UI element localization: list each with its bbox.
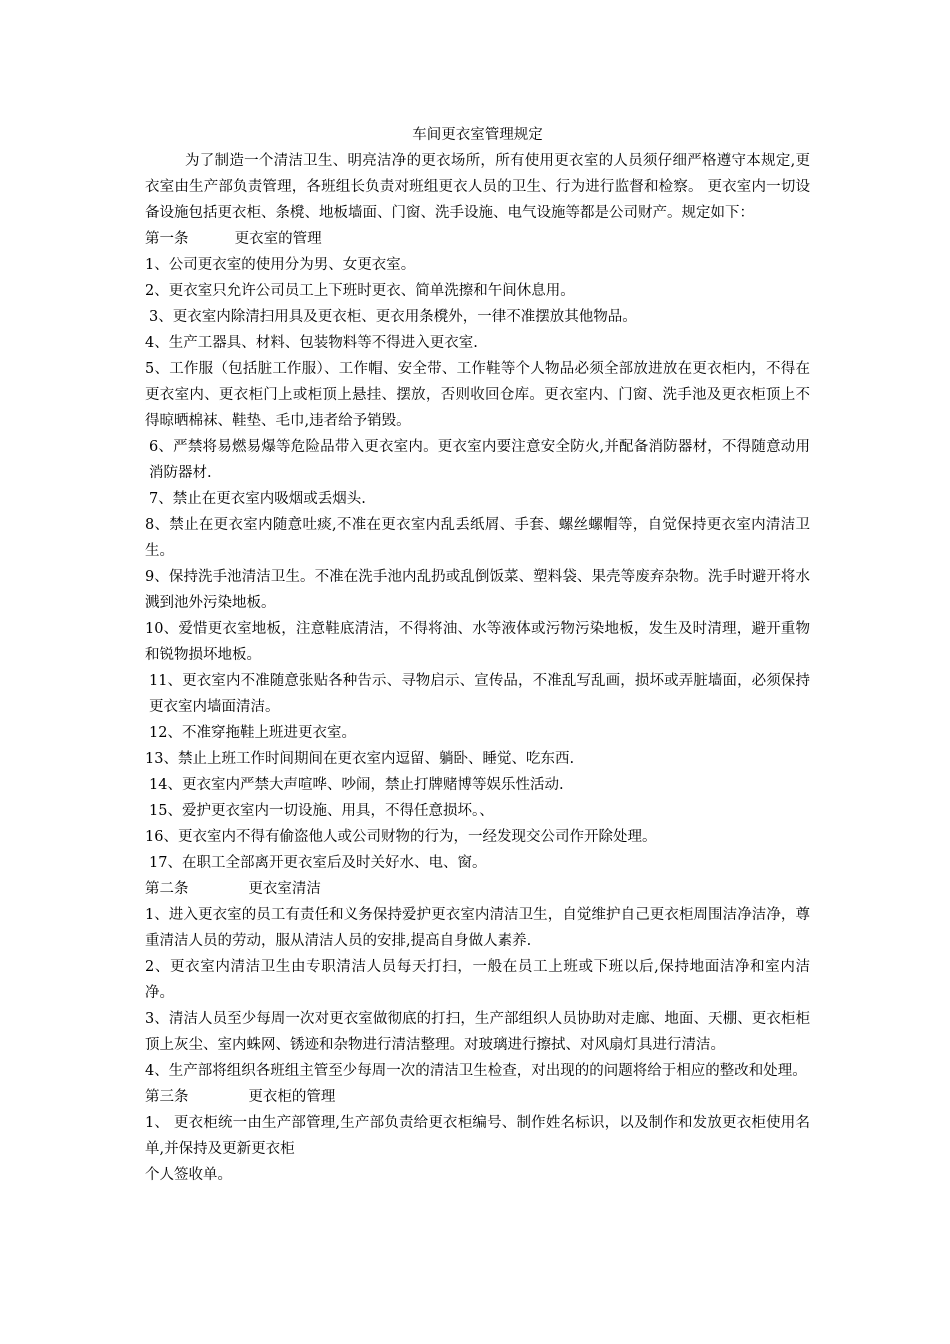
section-1-item: 15、爱护更衣室内一切设施、用具，不得任意损坏。、 — [149, 803, 494, 819]
section-2-heading: 第二条 更衣室清洁 — [145, 881, 321, 897]
section-1-item: 12、不准穿拖鞋上班进更衣室。 — [149, 725, 356, 741]
section-1-item: 2、更衣室只允许公司员工上下班时更衣、简单洗擦和午间休息用。 — [145, 283, 575, 299]
section-1-item: 16、更衣室内不得有偷盗他人或公司财物的行为，一经发现交公司作开除处理。 — [145, 829, 657, 845]
section-2-item: 3、清洁人员至少每周一次对更衣室做彻底的打扫，生产部组织人员协助对走廊、地面、天棚、更衣柜柜顶上灰尘、室内蛛网、锈迹和杂物进行清洁整理。对玻璃进行擦拭、对风扇灯具进行清洁。 — [145, 1011, 810, 1053]
section-1-item: 5、工作服（包括脏工作服）、工作帽、安全带、工作鞋等个人物品必须全部放进放在更衣柜内，不得在更衣室内、更衣柜门上或柜顶上悬挂、摆放，否则收回仓库。更衣室内、门窗、洗手池及更衣柜顶上不得晾晒棉袜、鞋垫、毛巾,违者给予销毁。 — [145, 361, 810, 429]
section-3-item: 1、 更衣柜统一由生产部管理,生产部负责给更衣柜编号、制作姓名标识，以及制作和发放更衣柜使用名单,并保持及更新更衣柜 — [145, 1115, 810, 1157]
section-1-item: 14、更衣室内严禁大声喧哗、吵闹，禁止打牌赌博等娱乐性活动. — [149, 777, 564, 793]
document-body — [145, 122, 810, 1188]
section-1-item: 1、公司更衣室的使用分为男、女更衣室。 — [145, 257, 416, 273]
section-1-item: 7、禁止在更衣室内吸烟或丢烟头. — [149, 491, 366, 507]
section-1-item: 9、保持洗手池清洁卫生。不准在洗手池内乱扔或乱倒饭菜、塑料袋、果壳等废弃杂物。洗手时避开将水溅到池外污染地板。 — [145, 569, 810, 611]
section-3-heading: 第三条 更衣柜的管理 — [145, 1089, 336, 1105]
section-1-heading: 第一条 更衣室的管理 — [145, 231, 322, 247]
section-2-item: 4、生产部将组织各班组主管至少每周一次的清洁卫生检查，对出现的的问题将给于相应的整改和处理。 — [145, 1063, 807, 1079]
intro-paragraph: 为了制造一个清洁卫生、明亮洁净的更衣场所，所有使用更衣室的人员须仔细严格遵守本规定,更衣室由生产部负责管理，各班组长负责对班组更衣人员的卫生、行为进行监督和检察。 更衣室内一切设备设施包括更衣柜、条櫈、地板墙面、门窗、洗手设施、电气设施等都是公司财产。规定如下： — [145, 153, 810, 221]
section-2-item: 2、更衣室内清洁卫生由专职清洁人员每天打扫，一般在员工上班或下班以后,保持地面洁净和室内洁净。 — [145, 959, 810, 1001]
document-title: 车间更衣室管理规定 — [412, 127, 543, 143]
section-1-item: 11、更衣室内不准随意张贴各种告示、寻物启示、宣传品，不准乱写乱画，损坏或弄脏墙面，必须保持更衣室内墙面清洁。 — [149, 673, 810, 715]
section-2-item: 1、进入更衣室的员工有责任和义务保持爱护更衣室内清洁卫生，自觉维护自己更衣柜周围洁净洁净，尊重清洁人员的劳动，服从清洁人员的安排,提高自身做人素养. — [145, 907, 810, 949]
section-1-item: 6、严禁将易燃易爆等危险品带入更衣室内。更衣室内要注意安全防火,并配备消防器材，不得随意动用消防器材. — [149, 439, 810, 481]
section-1-item: 4、生产工器具、材料、包装物料等不得进入更衣室. — [145, 335, 478, 351]
section-3-item-continuation: 个人签收单。 — [145, 1167, 232, 1183]
section-1-item: 3、更衣室内除清扫用具及更衣柜、更衣用条櫈外，一律不准摆放其他物品。 — [149, 309, 637, 325]
section-1-item: 10、爱惜更衣室地板，注意鞋底清洁，不得将油、水等液体或污物污染地板，发生及时清理，避开重物和锐物损坏地板。 — [145, 621, 810, 663]
section-1-item: 8、禁止在更衣室内随意吐痰,不准在更衣室内乱丢纸屑、手套、螺丝螺帽等，自觉保持更衣室内清洁卫生。 — [145, 517, 810, 559]
section-1-item: 17、在职工全部离开更衣室后及时关好水、电、窗。 — [149, 855, 487, 871]
section-1-item: 13、禁止上班工作时间期间在更衣室内逗留、躺卧、睡觉、吃东西. — [145, 751, 575, 767]
